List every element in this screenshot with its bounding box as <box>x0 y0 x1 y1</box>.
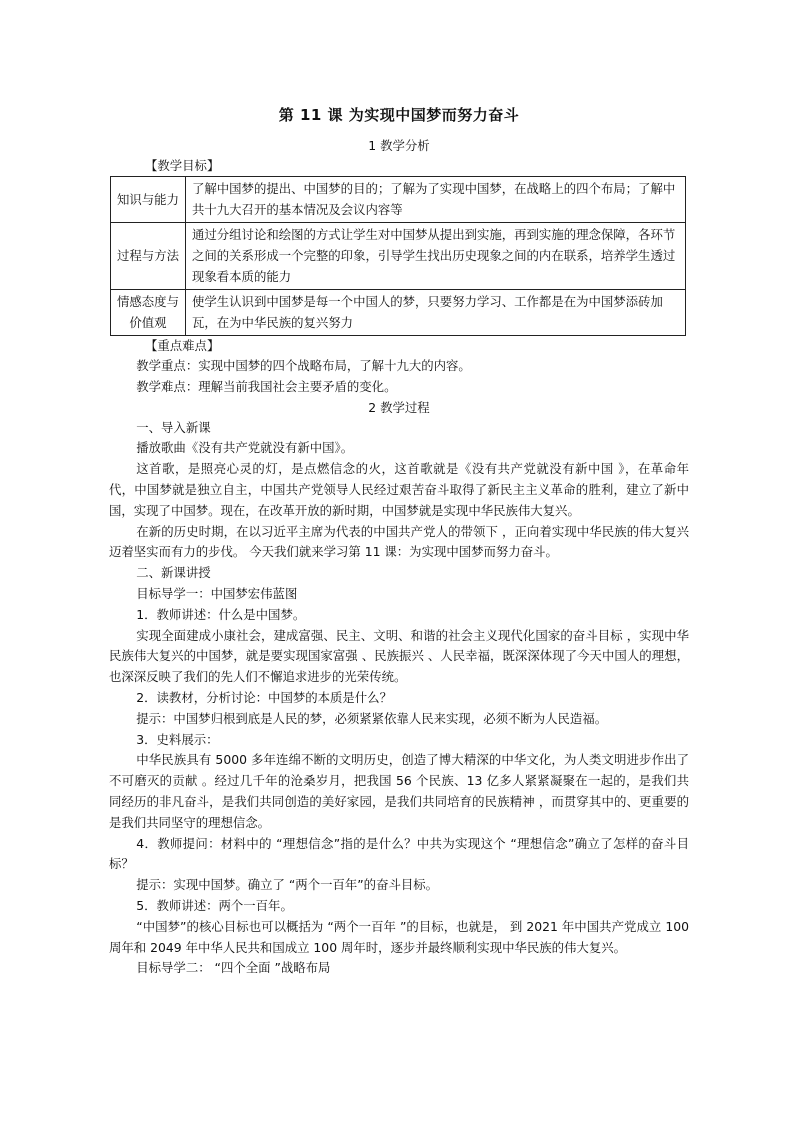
paragraph: 目标导学二： “四个全面 ”战略布局 <box>136 960 331 976</box>
row-content-knowledge: 了解中国梦的提出、中国梦的目的；了解为了实现中国梦，在战略上的四个布局；了解中共十九大召开的基本情况及会议内容等 <box>186 177 686 223</box>
paragraph: 5．教师讲述：两个一百年。 <box>136 897 293 913</box>
paragraph: 在新的历史时期，在以习近平主席为代表的中国共产党人的带领下 ，正向着实现中华民族的伟大复兴迈着坚实而有力的步伐。 今天我们就来学习第 11 课：为实现中国梦而努力奋斗。 <box>109 523 689 560</box>
key-point: 教学重点：实现中国梦的四个战略布局，了解十九大的内容。 <box>136 358 471 373</box>
paragraph: 提示：中国梦归根到底是人民的梦，必须紧紧依靠人民来实现，必须不断为人民造福。 <box>136 710 608 726</box>
row-content-process: 通过分组讨论和绘图的方式让学生对中国梦从提出到实施，再到实施的理念保障，各环节之间的关系形成一个完整的印象，引导学生找出历史现象之间的内在联系，培养学生透过现象看本质的能力 <box>186 223 686 290</box>
section-heading-analysis: 1 教学分析 <box>368 138 430 153</box>
paragraph: 3．史料展示： <box>136 731 219 747</box>
paragraph: 1．教师讲述：什么是中国梦。 <box>136 606 306 622</box>
paragraph: 2．读教材，分析讨论：中国梦的本质是什么？ <box>136 689 392 705</box>
lesson-title: 第 11 课 为实现中国梦而努力奋斗 <box>278 106 520 124</box>
table-row <box>111 223 686 290</box>
objectives-table <box>110 176 686 336</box>
paragraph: 一、导入新课 <box>136 419 211 435</box>
paragraph: 播放歌曲《没有共产党就没有新中国》。 <box>136 440 354 456</box>
row-header-process: 过程与方法 <box>111 223 186 290</box>
keypoints-label: 【重点难点】 <box>145 338 220 353</box>
paragraph: 4．教师提问：材料中的 “理想信念”指的是什么？中共为实现这个 “理想信念”确立了怎样的奋斗目标？ <box>109 835 689 872</box>
row-header-attitude: 情感态度与价值观 <box>111 290 186 336</box>
paragraph: 实现全面建成小康社会，建成富强、民主、文明、和谐的社会主义现代化国家的奋斗目标 ，实现中华民族伟大复兴的中国梦，就是要实现国家富强 、民族振兴 、人民幸福，既深深体现了今天中国人的理想，也深深反映了我们的先人们不懈追求进步的光荣传统。 <box>109 627 689 685</box>
paragraph: 目标导学一：中国梦宏伟蓝图 <box>136 585 298 601</box>
paragraph: 提示：实现中国梦。确立了 “两个一百年”的奋斗目标。 <box>136 877 439 893</box>
table-row <box>111 290 686 336</box>
row-header-knowledge: 知识与能力 <box>111 177 186 223</box>
document-page <box>109 104 689 979</box>
paragraph: 中华民族具有 5000 多年连绵不断的文明历史，创造了博大精深的中华文化，为人类文明进步作出了不可磨灭的贡献 。经过几千年的沧桑岁月，把我国 56 个民族、13 亿多人紧紧凝聚在一起的，是我们共同经历的非凡奋斗，是我们共同创造的美好家园，是我们共同培育的民族精神 ，而贯穿其中的、更重要的是我们共同坚守的理想信念。 <box>109 752 689 830</box>
paragraph: “中国梦”的核心目标也可以概括为 “两个一百年 ”的目标，也就是， 到 2021 年中国共产党成立 100 周年和 2049 年中华人民共和国成立 100 周年时，逐步并最终顺利实现中华民族的伟大复兴。 <box>109 918 689 955</box>
paragraph: 这首歌，是照亮心灵的灯，是点燃信念的火，这首歌就是《没有共产党就没有新中国 》，在革命年代，中国梦就是独立自主，中国共产党领导人民经过艰苦奋斗取得了新民主主义革命的胜利，建立了新中国，实现了中国梦。现在，在改革开放的新时期，中国梦就是实现中华民族伟大复兴。 <box>109 461 689 518</box>
paragraph: 二、新课讲授 <box>136 565 211 581</box>
objectives-label: 【教学目标】 <box>145 158 220 173</box>
difficult-point: 教学难点：理解当前我国社会主要矛盾的变化。 <box>136 378 397 394</box>
table-row <box>111 177 686 223</box>
section-heading-process: 2 教学过程 <box>368 399 430 415</box>
row-content-attitude: 使学生认识到中国梦是每一个中国人的梦，只要努力学习、工作都是在为中国梦添砖加瓦，在为中华民族的复兴努力 <box>186 290 686 336</box>
